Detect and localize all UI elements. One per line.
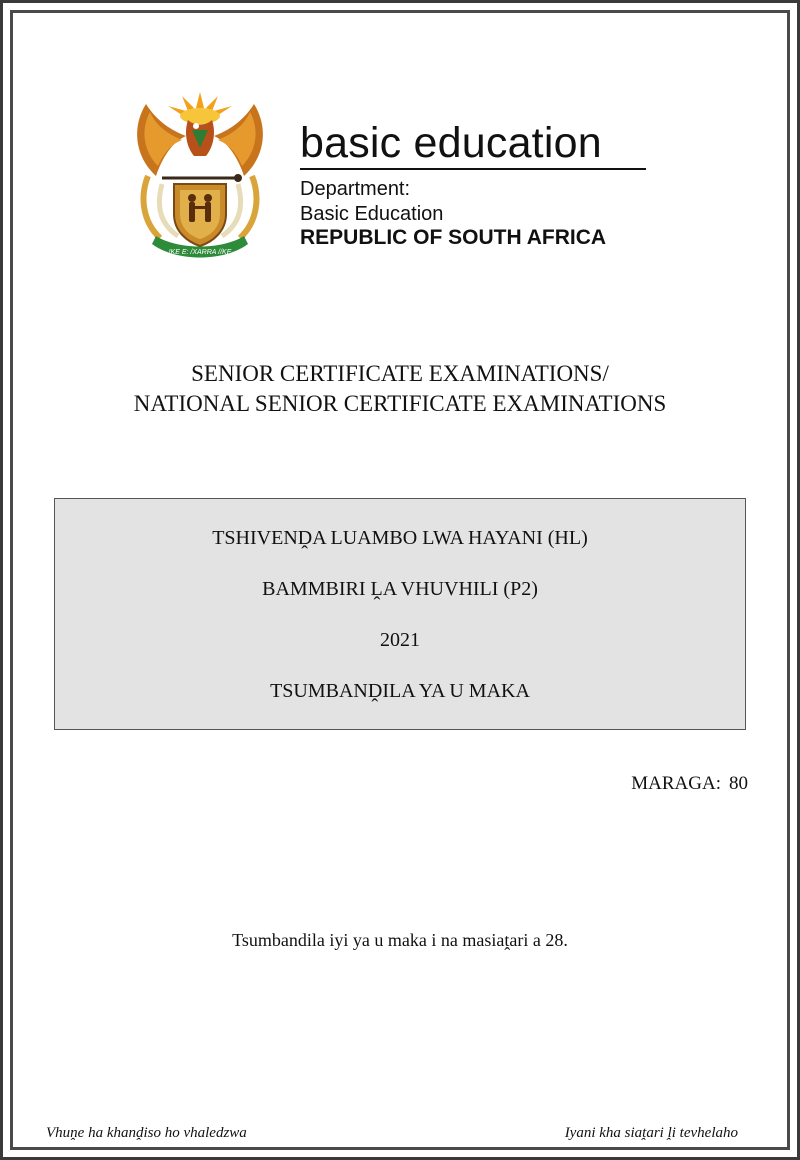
country-name: REPUBLIC OF SOUTH AFRICA: [300, 226, 607, 249]
total-marks: [631, 772, 748, 796]
coat-of-arms-logo: [126, 86, 274, 266]
footer-next-page: Iyani kha siaṱari ḽi tevhelaho: [564, 1125, 738, 1141]
marks-label: MARAGA:: [631, 773, 721, 794]
brand-block: [300, 119, 650, 249]
department-label: Department:: [300, 178, 411, 200]
subject-title: TSHIVENḒA LUAMBO LWA HAYANI (HL): [212, 527, 588, 549]
document-type: TSUMBANḒILA YA U MAKA: [270, 680, 530, 702]
exam-title-line2: NATIONAL SENIOR CERTIFICATE EXAMINATIONS: [133, 391, 667, 416]
brand-title: basic education: [300, 119, 602, 167]
page-count-note: Tsumbandila iyi ya u maka i na masiaṱari a 28.: [232, 930, 568, 950]
brand-divider: [300, 168, 646, 170]
exam-title-line1: SENIOR CERTIFICATE EXAMINATIONS/: [191, 361, 609, 386]
exam-year: 2021: [380, 629, 420, 651]
coat-motto: !KE E: /XARRA //KE: [168, 249, 232, 256]
footer-copyright: Vhuṋe ha khanḓiso ho vhaledzwa: [46, 1125, 247, 1141]
department-name: Basic Education: [300, 203, 444, 225]
paper-number: BAMMBIRI ḼA VHUVHILI (P2): [262, 578, 538, 600]
marks-value: 80: [729, 773, 748, 794]
paper-title-box: [54, 498, 746, 730]
